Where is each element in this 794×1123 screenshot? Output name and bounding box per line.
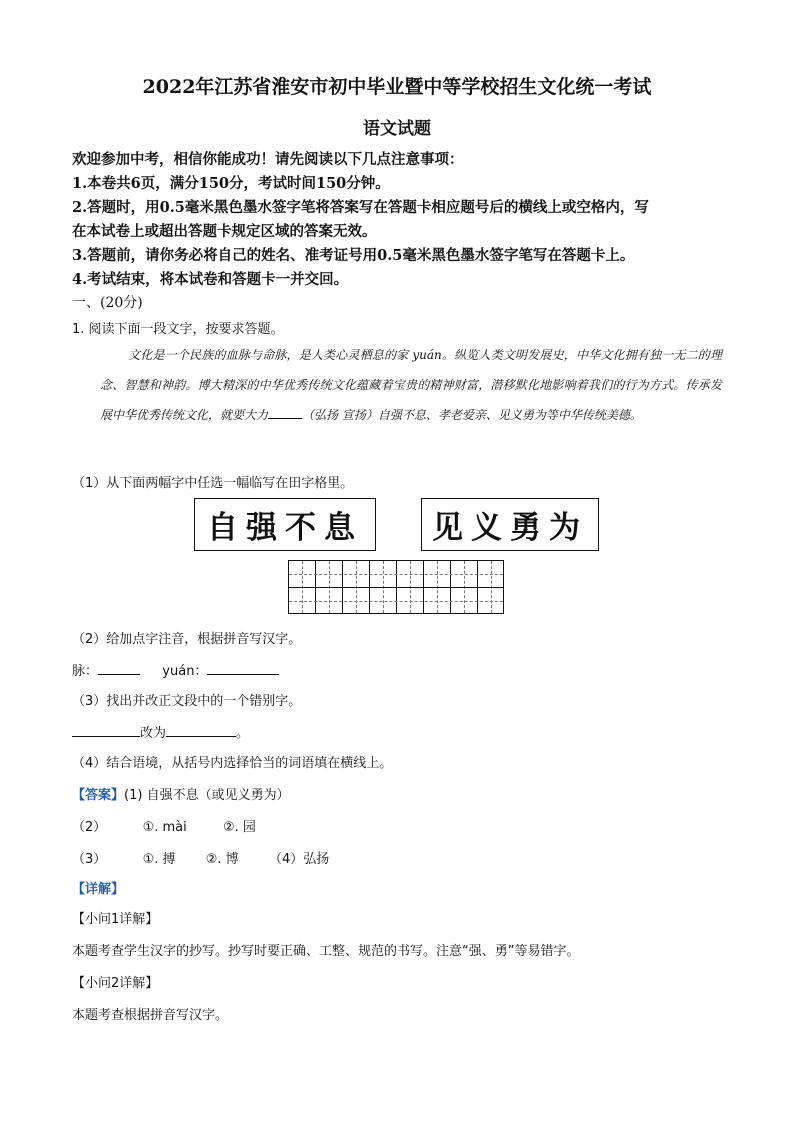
answer-line-2 [72, 816, 256, 835]
answer-3-num: （3） [72, 852, 107, 867]
answer-line-1 [72, 784, 290, 803]
detail-q2-text: 本题考查根据拼音写汉字。 [72, 1008, 229, 1023]
exam-subtitle: 语文试题 [363, 119, 431, 139]
section-heading: 一、(20分) [72, 295, 143, 311]
answer-tag: 【答案】 [72, 788, 125, 803]
answer-3-c: （4）弘扬 [268, 852, 330, 867]
passage-text-b: （弘扬 宣扬）自强不息、孝老爱亲、见义勇为等中华传统美德。 [302, 408, 642, 422]
correction-end: 。 [236, 726, 250, 741]
calligraphy-jian-yi-yong-wei: 见义勇为 [421, 498, 599, 551]
mai-label: 脉： [72, 664, 99, 679]
answer-line-3 [72, 848, 329, 867]
tianzige-grid[interactable] [288, 560, 504, 614]
notice-line-2: 2.答题时，用0.5毫米黑色墨水签字笔将答案写在答题卡相应题号后的横线上或空格内，写 [72, 199, 649, 216]
yuan-label: yuán： [162, 664, 208, 679]
reading-passage [100, 340, 722, 430]
question-1-prompt: 1. 阅读下面一段文字，按要求答题。 [72, 322, 284, 337]
yuan-blank[interactable] [207, 674, 279, 675]
notice-line-4: 4.考试结束，将本试卷和答题卡一并交回。 [72, 271, 349, 288]
answer-3-a: ①. 搏 [142, 852, 176, 867]
exam-title: 2022年江苏省淮安市初中毕业暨中等学校招生文化统一考试 [142, 76, 652, 98]
sub-question-2: （2）给加点字注音，根据拼音写汉字。 [72, 632, 302, 647]
detail-q1-text: 本题考查学生汉字的抄写。抄写时要正确、工整、规范的书写。注意“强、勇”等易错字。 [72, 944, 580, 959]
detail-q1-heading: 【小问1详解】 [72, 912, 159, 927]
passage-text-a: 文化是一个民族的血脉与命脉，是人类心灵栖息的家 yuán。纵览人类文明发展史，中华文化拥有独一无二的理念、智慧和神韵。博大精深的中华优秀传统文化蕴藏着宝贵的精神财富，潜移默化地影响着我们的行为方式。传承发展中华优秀传统文化，就要大力 [100, 348, 722, 422]
passage-blank[interactable] [268, 418, 302, 419]
calligraphy-zi-qiang-bu-xi: 自强不息 [194, 498, 376, 551]
answer-text-1: (1) 自强不息（或见义勇为） [124, 788, 290, 803]
sub-question-3: （3）找出并改正文段中的一个错别字。 [72, 694, 302, 709]
detail-tag: 【详解】 [72, 882, 125, 897]
grid-dashed-hline [289, 574, 503, 575]
detail-q2-heading: 【小问2详解】 [72, 976, 159, 991]
answer-2-a: ①. mài [142, 820, 187, 835]
sub-question-4: （4）结合语境，从括号内选择恰当的词语填在横线上。 [72, 756, 393, 771]
pinyin-line [72, 660, 279, 679]
mai-blank[interactable] [98, 674, 140, 675]
grid-row-line [289, 587, 503, 588]
correction-line [72, 722, 249, 741]
notice-line-1: 1.本卷共6页，满分150分，考试时间150分钟。 [72, 175, 390, 192]
sub-question-1: （1）从下面两幅字中任选一幅临写在田字格里。 [72, 476, 354, 491]
change-to-label: 改为 [140, 726, 167, 741]
answer-2-num: （2） [72, 820, 107, 835]
right-char-blank[interactable] [166, 736, 236, 737]
answer-2-b: ②. 园 [223, 820, 256, 835]
grid-dashed-hline [289, 601, 503, 602]
notice-line-3: 3.答题前，请你务必将自己的姓名、准考证号用0.5毫米黑色墨水签字笔写在答题卡上。 [72, 247, 635, 264]
wrong-char-blank[interactable] [72, 736, 140, 737]
answer-3-b: ②. 博 [205, 852, 239, 867]
notice-line-intro: 欢迎参加中考，相信你能成功！请先阅读以下几点注意事项： [72, 151, 464, 168]
notice-line-2-cont: 在本试卷上或超出答题卡规定区域的答案无效。 [72, 223, 377, 240]
